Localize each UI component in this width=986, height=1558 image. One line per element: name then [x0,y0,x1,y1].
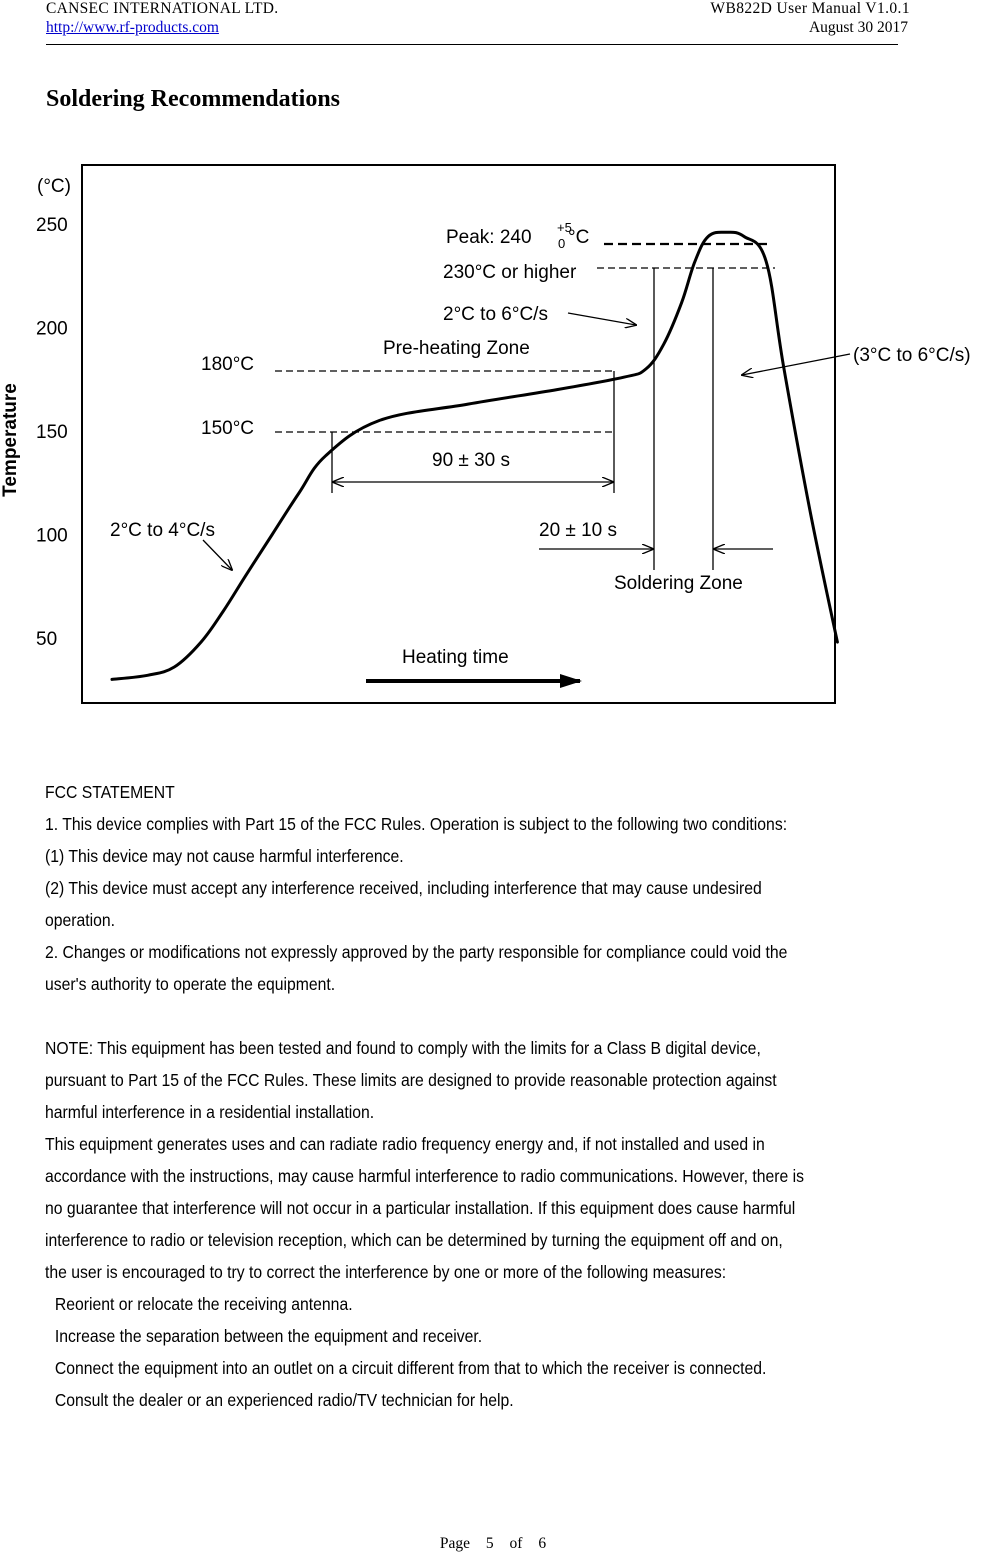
fcc-line: (2) This device must accept any interference received, including interference that may cause undesired [45,878,762,898]
note-line: This equipment generates uses and can radiate radio frequency energy and, if not installed and used in [45,1134,765,1154]
ramp-to-peak-label: 2°C to 6°C/s [443,304,548,325]
cooling-rate-label: (3°C to 6°C/s) [853,345,971,366]
fcc-statement [45,776,986,1416]
preheat-time-label: 90 ± 30 s [432,450,511,471]
cooling-rate-pointer [742,354,850,375]
fcc-line: 1. This device complies with Part 15 of the FCC Rules. Operation is subject to the following two conditions: [45,814,788,834]
footer-page-number: 5 [485,1535,494,1552]
fcc-heading: FCC STATEMENT [45,782,175,802]
y-axis-title: Temperature [0,383,21,497]
footer-of-word: of [509,1535,523,1552]
soldering-time-label: 20 ± 10 s [539,520,618,541]
measure-item: Consult the dealer or an experienced radio/TV technician for help. [54,1390,514,1410]
y-tick-label: 150 [36,422,68,443]
note-line: accordance with the instructions, may cause harmful interference to radio communications. However, there is [45,1166,804,1186]
note-line: no guarantee that interference will not occur in a particular installation. If this equipment does cause harmful [45,1198,796,1218]
note-line: pursuant to Part 15 of the FCC Rules. These limits are designed to provide reasonable protection against [45,1070,777,1090]
soldering-zone-label: Soldering Zone [614,573,743,594]
above-230-label: 230°C or higher [443,262,577,283]
measure-item: Connect the equipment into an outlet on a circuit different from that to which the receiver is connected. [54,1358,767,1378]
y-unit-label: (°C) [37,176,71,197]
y-tick-label: 250 [36,215,68,236]
ramp-to-peak-pointer [568,313,636,325]
header-company: CANSEC INTERNATIONAL LTD. [46,0,279,17]
fcc-line: operation. [45,910,116,930]
fcc-line: user's authority to operate the equipment. [45,974,336,994]
y-tick-label: 200 [36,318,68,340]
header-url-link[interactable]: http://www.rf-products.com [46,19,219,36]
paragraph-gap [45,1000,909,1032]
measure-item: Reorient or relocate the receiving antenna. [54,1294,353,1314]
y-tick-label: 100 [36,525,68,547]
temp-150-label: 150°C [201,418,255,439]
note-line: NOTE: This equipment has been tested and found to comply with the limits for a Class B digital device, [45,1038,761,1058]
section-title: Soldering Recommendations [46,86,340,112]
note-line: harmful interference in a residential installation. [45,1102,375,1122]
note-line: the user is encouraged to try to correct the interference by one or more of the following measures: [45,1262,727,1282]
header-date: August 30 2017 [808,19,908,36]
header-manual-version: WB822D User Manual V1.0.1 [710,0,910,17]
header-divider [46,44,898,45]
x-axis-title: Heating time [402,647,509,668]
note-line: interference to radio or television reception, which can be determined by turning the equipment off and on, [45,1230,783,1250]
fcc-line: (1) This device may not cause harmful interference. [45,846,404,866]
initial-ramp-pointer [203,540,232,570]
footer-page-word: Page [439,1535,471,1552]
footer-page-total: 6 [538,1535,547,1552]
y-tick-label: 50 [36,629,58,650]
peak-tolerance-zero: 0 [558,236,566,251]
peak-unit: °C [568,227,590,248]
measure-item: Increase the separation between the equipment and receiver. [54,1326,483,1346]
initial-ramp-label: 2°C to 4°C/s [110,520,215,541]
fcc-line: 2. Changes or modifications not expressly approved by the party responsible for compliance could void the [45,942,788,962]
peak-tolerance-plus: +5 [557,220,572,235]
page-footer [0,1535,986,1553]
peak-label: Peak: 240 [446,227,532,248]
reflow-profile-chart [0,160,986,720]
temp-180-label: 180°C [201,354,255,375]
preheat-zone-label: Pre-heating Zone [383,338,530,359]
